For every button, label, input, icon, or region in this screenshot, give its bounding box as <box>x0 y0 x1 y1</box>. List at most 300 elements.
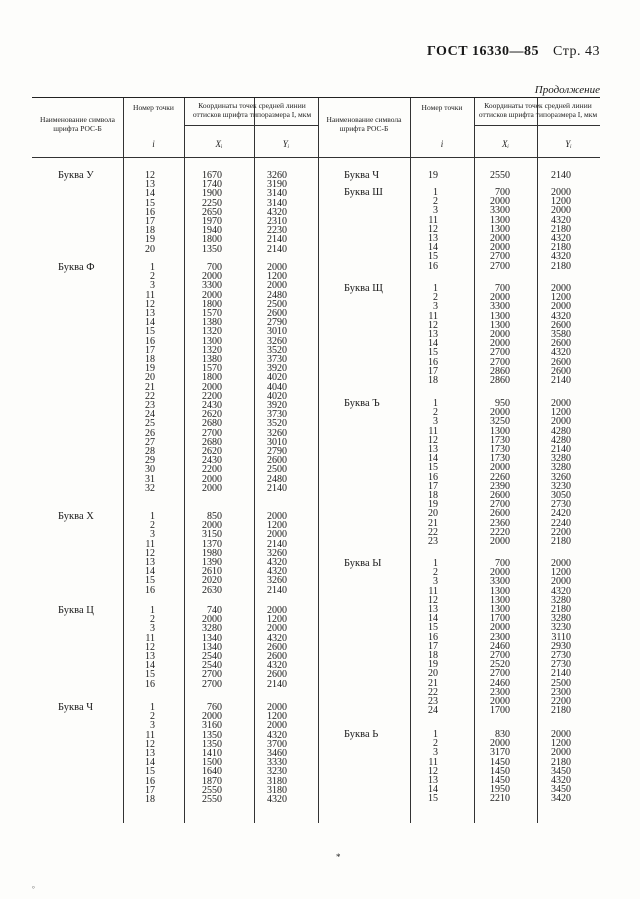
y-coordinate: 2000 <box>267 605 287 616</box>
y-coordinate: 2000 <box>551 729 571 740</box>
point-number: 11 <box>145 289 155 301</box>
point-number: 13 <box>428 233 438 244</box>
point-number: 3 <box>433 416 438 428</box>
point-number: 16 <box>145 335 155 347</box>
x-coordinate: 1300 <box>490 214 510 226</box>
y-coordinate: 1200 <box>551 407 571 419</box>
x-coordinate: 3300 <box>490 205 510 217</box>
header-x: Xᵢ <box>215 139 223 149</box>
point-number: 18 <box>428 650 438 661</box>
header-i: i <box>152 139 155 149</box>
point-number: 13 <box>428 444 438 455</box>
y-coordinate: 2240 <box>551 517 571 529</box>
y-coordinate: 2420 <box>551 508 571 520</box>
x-coordinate: 700 <box>495 558 510 569</box>
y-coordinate: 3260 <box>267 427 287 439</box>
point-number: 2 <box>150 614 155 626</box>
point-number: 14 <box>428 613 438 625</box>
point-number: 19 <box>145 234 155 246</box>
y-coordinate: 2140 <box>267 584 287 596</box>
y-coordinate: 3450 <box>551 765 571 777</box>
x-coordinate: 1700 <box>490 705 510 717</box>
x-coordinate: 2000 <box>202 381 222 393</box>
y-coordinate: 3920 <box>267 400 287 411</box>
point-number: 16 <box>428 260 438 272</box>
x-coordinate: 1700 <box>490 613 510 625</box>
x-coordinate: 2200 <box>202 390 222 402</box>
point-number: 3 <box>433 301 438 313</box>
x-coordinate: 2700 <box>490 650 510 661</box>
letter-name: Буква Ь <box>344 729 379 740</box>
y-coordinate: 2730 <box>551 650 571 661</box>
point-number: 15 <box>145 326 155 338</box>
x-coordinate: 1570 <box>202 308 222 319</box>
x-coordinate: 2000 <box>490 233 510 244</box>
point-number: 25 <box>145 418 155 430</box>
point-number: 12 <box>145 641 155 653</box>
x-coordinate: 2390 <box>490 480 510 492</box>
y-coordinate: 2140 <box>267 243 287 255</box>
x-coordinate: 2700 <box>490 251 510 263</box>
point-number: 23 <box>145 400 155 411</box>
point-number: 15 <box>428 347 438 359</box>
point-number: 15 <box>428 251 438 263</box>
point-number: 24 <box>145 409 155 421</box>
x-coordinate: 1730 <box>490 434 510 446</box>
y-coordinate: 3260 <box>551 471 571 483</box>
x-coordinate: 2700 <box>490 356 510 368</box>
point-number: 15 <box>428 462 438 474</box>
x-coordinate: 1300 <box>490 594 510 606</box>
y-coordinate: 3730 <box>267 354 287 365</box>
point-number: 3 <box>150 720 155 732</box>
x-coordinate: 2300 <box>490 686 510 698</box>
x-coordinate: 2000 <box>202 520 222 532</box>
x-coordinate: 2700 <box>490 499 510 511</box>
x-coordinate: 850 <box>207 511 222 522</box>
x-coordinate: 1300 <box>490 425 510 437</box>
y-coordinate: 3520 <box>267 418 287 430</box>
y-coordinate: 2790 <box>267 446 287 457</box>
letter-name: Буква Ч <box>344 170 380 181</box>
y-coordinate: 2180 <box>551 756 571 768</box>
x-coordinate: 1350 <box>202 738 222 750</box>
x-coordinate: 700 <box>495 187 510 198</box>
x-coordinate: 2020 <box>202 575 222 587</box>
y-coordinate: 3260 <box>267 335 287 347</box>
y-coordinate: 2000 <box>267 262 287 273</box>
x-coordinate: 2000 <box>202 473 222 485</box>
point-number: 14 <box>145 660 155 672</box>
point-number: 2 <box>433 567 438 579</box>
point-number: 18 <box>428 375 438 386</box>
header-y: Yᵢ <box>565 139 572 149</box>
header-coords: Координаты точек средней линии оттисков шрифта типоразмера I, мкм <box>192 101 312 119</box>
point-number: 3 <box>150 623 155 635</box>
y-coordinate: 1200 <box>551 738 571 750</box>
point-number: 1 <box>433 398 438 409</box>
x-coordinate: 2540 <box>202 651 222 662</box>
y-coordinate: 2500 <box>267 464 287 476</box>
y-coordinate: 3450 <box>551 784 571 796</box>
x-coordinate: 2220 <box>490 526 510 538</box>
x-coordinate: 700 <box>207 262 222 273</box>
x-coordinate: 2000 <box>490 196 510 208</box>
point-number: 2 <box>433 196 438 208</box>
point-number: 16 <box>145 678 155 690</box>
x-coordinate: 2430 <box>202 455 222 467</box>
point-number: 12 <box>428 594 438 606</box>
x-coordinate: 2300 <box>490 631 510 643</box>
y-coordinate: 2730 <box>551 659 571 671</box>
y-coordinate: 3140 <box>267 197 287 209</box>
point-number: 12 <box>145 298 155 310</box>
header-point: Номер точки <box>133 103 174 112</box>
x-coordinate: 1800 <box>202 298 222 310</box>
point-number: 3 <box>433 205 438 217</box>
x-coordinate: 1450 <box>490 756 510 768</box>
x-coordinate: 1320 <box>202 326 222 338</box>
letter-name: Буква Ч <box>58 702 94 713</box>
point-number: 14 <box>428 453 438 465</box>
y-coordinate: 3140 <box>267 188 287 200</box>
y-coordinate: 4280 <box>551 425 571 437</box>
point-number: 13 <box>428 775 438 786</box>
x-coordinate: 1900 <box>202 188 222 200</box>
point-number: 11 <box>428 214 438 226</box>
y-coordinate: 3010 <box>267 436 287 448</box>
x-coordinate: 3250 <box>490 416 510 428</box>
subheader-rule <box>184 125 318 126</box>
x-coordinate: 3150 <box>202 529 222 541</box>
y-coordinate: 2600 <box>267 308 287 319</box>
y-coordinate: 2500 <box>551 677 571 689</box>
y-coordinate: 2180 <box>551 223 571 235</box>
x-coordinate: 1570 <box>202 363 222 375</box>
point-number: 28 <box>145 446 155 457</box>
x-coordinate: 2700 <box>202 678 222 690</box>
header-y: Yᵢ <box>282 139 290 149</box>
point-number: 3 <box>150 280 155 292</box>
point-number: 20 <box>145 372 155 384</box>
x-coordinate: 2000 <box>202 271 222 283</box>
x-coordinate: 2700 <box>490 668 510 680</box>
y-coordinate: 4320 <box>551 775 571 786</box>
point-number: 16 <box>428 631 438 643</box>
point-number: 17 <box>145 216 155 227</box>
x-coordinate: 1670 <box>202 170 222 181</box>
y-coordinate: 2730 <box>551 499 571 511</box>
point-number: 16 <box>145 775 155 787</box>
point-number: 11 <box>428 310 438 322</box>
x-coordinate: 1350 <box>202 729 222 741</box>
y-coordinate: 2500 <box>267 298 287 310</box>
point-number: 15 <box>428 793 438 805</box>
x-coordinate: 2550 <box>490 170 510 181</box>
x-coordinate: 1350 <box>202 243 222 255</box>
y-coordinate: 2000 <box>267 702 287 713</box>
y-coordinate: 4020 <box>267 390 287 402</box>
x-coordinate: 3300 <box>490 301 510 313</box>
y-coordinate: 3920 <box>267 363 287 375</box>
x-coordinate: 2000 <box>202 614 222 626</box>
y-coordinate: 4320 <box>551 251 571 263</box>
y-coordinate: 2140 <box>267 482 287 494</box>
x-coordinate: 3280 <box>202 623 222 635</box>
point-number: 21 <box>428 517 438 529</box>
x-coordinate: 2360 <box>490 517 510 529</box>
y-coordinate: 2000 <box>551 187 571 198</box>
y-coordinate: 3460 <box>267 748 287 759</box>
x-coordinate: 830 <box>495 729 510 740</box>
y-coordinate: 2000 <box>267 720 287 732</box>
point-number: 17 <box>428 480 438 492</box>
point-number: 15 <box>145 197 155 209</box>
point-number: 13 <box>145 557 155 568</box>
y-coordinate: 3700 <box>267 738 287 750</box>
y-coordinate: 3280 <box>551 453 571 465</box>
point-number: 15 <box>145 766 155 778</box>
y-coordinate: 2140 <box>267 234 287 246</box>
x-coordinate: 2000 <box>202 289 222 301</box>
point-number: 13 <box>145 748 155 759</box>
x-coordinate: 700 <box>495 283 510 294</box>
point-number: 1 <box>150 511 155 522</box>
point-number: 14 <box>145 757 155 769</box>
y-coordinate: 2600 <box>267 455 287 467</box>
x-coordinate: 950 <box>495 398 510 409</box>
y-coordinate: 2600 <box>551 319 571 331</box>
point-number: 15 <box>145 575 155 587</box>
header-i: i <box>440 139 444 149</box>
point-number: 12 <box>428 223 438 235</box>
y-coordinate: 2000 <box>551 558 571 569</box>
y-coordinate: 4320 <box>551 233 571 244</box>
point-number: 21 <box>145 381 155 393</box>
y-coordinate: 3520 <box>267 344 287 356</box>
point-number: 19 <box>428 170 438 181</box>
y-coordinate: 2000 <box>551 416 571 428</box>
y-coordinate: 2140 <box>267 538 287 550</box>
y-coordinate: 3180 <box>267 775 287 787</box>
x-coordinate: 1740 <box>202 179 222 191</box>
x-coordinate: 1950 <box>490 784 510 796</box>
x-coordinate: 1980 <box>202 547 222 559</box>
x-coordinate: 2550 <box>202 784 222 796</box>
y-coordinate: 2000 <box>551 283 571 294</box>
point-number: 1 <box>150 262 155 273</box>
y-coordinate: 4040 <box>267 381 287 393</box>
point-number: 23 <box>428 536 438 547</box>
point-number: 19 <box>145 363 155 375</box>
x-coordinate: 1300 <box>202 335 222 347</box>
letter-name: Буква Х <box>58 511 94 522</box>
point-number: 1 <box>433 283 438 294</box>
point-number: 17 <box>145 344 155 356</box>
y-coordinate: 4320 <box>267 566 287 578</box>
x-coordinate: 1940 <box>202 225 222 237</box>
point-number: 1 <box>150 702 155 713</box>
point-number: 12 <box>428 434 438 446</box>
x-coordinate: 2000 <box>490 462 510 474</box>
y-coordinate: 4320 <box>551 310 571 322</box>
x-coordinate: 2860 <box>490 375 510 386</box>
point-number: 13 <box>145 308 155 319</box>
x-coordinate: 1300 <box>490 310 510 322</box>
x-coordinate: 1380 <box>202 354 222 365</box>
y-coordinate: 1200 <box>267 520 287 532</box>
corner-mark: ° <box>32 885 35 893</box>
point-number: 2 <box>433 738 438 750</box>
x-coordinate: 3170 <box>490 747 510 759</box>
point-number: 31 <box>145 473 155 485</box>
point-number: 13 <box>428 604 438 615</box>
y-coordinate: 3580 <box>551 329 571 340</box>
x-coordinate: 1500 <box>202 757 222 769</box>
x-coordinate: 1410 <box>202 748 222 759</box>
y-coordinate: 3260 <box>267 547 287 559</box>
y-coordinate: 3110 <box>551 631 571 643</box>
point-number: 16 <box>145 584 155 596</box>
y-coordinate: 4320 <box>267 632 287 644</box>
y-coordinate: 3280 <box>551 594 571 606</box>
y-coordinate: 3180 <box>267 784 287 796</box>
x-coordinate: 1870 <box>202 775 222 787</box>
y-coordinate: 1200 <box>551 567 571 579</box>
x-coordinate: 2700 <box>490 347 510 359</box>
x-coordinate: 2000 <box>490 696 510 707</box>
point-number: 32 <box>145 482 155 494</box>
x-coordinate: 2000 <box>490 242 510 254</box>
letter-name: Буква Щ <box>344 283 383 294</box>
point-number: 2 <box>433 292 438 304</box>
point-number: 19 <box>428 499 438 511</box>
x-coordinate: 2210 <box>490 793 510 805</box>
x-coordinate: 2610 <box>202 566 222 578</box>
point-number: 12 <box>145 170 155 181</box>
y-coordinate: 4320 <box>551 347 571 359</box>
y-coordinate: 2140 <box>267 678 287 690</box>
header-x: Xᵢ <box>502 139 509 149</box>
point-number: 29 <box>145 455 155 467</box>
y-coordinate: 3260 <box>267 170 287 181</box>
point-number: 14 <box>145 188 155 200</box>
letter-name: Буква Ш <box>344 187 383 198</box>
x-coordinate: 740 <box>207 605 222 616</box>
point-number: 22 <box>145 390 155 402</box>
point-number: 16 <box>428 356 438 368</box>
point-number: 12 <box>145 547 155 559</box>
x-coordinate: 2000 <box>490 329 510 340</box>
point-number: 12 <box>428 319 438 331</box>
y-coordinate: 3230 <box>267 766 287 778</box>
point-number: 3 <box>433 576 438 588</box>
point-number: 16 <box>145 206 155 218</box>
x-coordinate: 1300 <box>490 223 510 235</box>
point-number: 2 <box>150 711 155 723</box>
x-coordinate: 2000 <box>490 407 510 419</box>
x-coordinate: 1370 <box>202 538 222 550</box>
y-coordinate: 3190 <box>267 179 287 191</box>
y-coordinate: 2180 <box>551 604 571 615</box>
y-coordinate: 2600 <box>551 365 571 377</box>
point-number: 20 <box>145 243 155 255</box>
y-coordinate: 2230 <box>267 225 287 237</box>
page-header <box>427 44 600 60</box>
y-coordinate: 2000 <box>551 205 571 217</box>
y-coordinate: 3260 <box>267 575 287 587</box>
x-coordinate: 1300 <box>490 585 510 597</box>
y-coordinate: 1200 <box>267 614 287 626</box>
y-coordinate: 4280 <box>551 434 571 446</box>
x-coordinate: 2700 <box>202 669 222 681</box>
x-coordinate: 2000 <box>490 622 510 634</box>
y-coordinate: 2310 <box>267 216 287 227</box>
y-coordinate: 2000 <box>551 576 571 588</box>
continued-label: Продолжение <box>534 84 600 96</box>
y-coordinate: 2000 <box>267 511 287 522</box>
x-coordinate: 2520 <box>490 659 510 671</box>
point-number: 2 <box>433 407 438 419</box>
x-coordinate: 1300 <box>490 319 510 331</box>
y-coordinate: 2180 <box>551 705 571 717</box>
y-coordinate: 4020 <box>267 372 287 384</box>
y-coordinate: 3230 <box>551 622 571 634</box>
y-coordinate: 2000 <box>267 623 287 635</box>
y-coordinate: 2180 <box>551 242 571 254</box>
y-coordinate: 2600 <box>551 338 571 350</box>
y-coordinate: 2600 <box>267 651 287 662</box>
y-coordinate: 3330 <box>267 757 287 769</box>
point-number: 18 <box>145 354 155 365</box>
y-coordinate: 1200 <box>267 271 287 283</box>
x-coordinate: 1340 <box>202 641 222 653</box>
y-coordinate: 2930 <box>551 640 571 652</box>
point-number: 27 <box>145 436 155 448</box>
point-number: 17 <box>145 784 155 796</box>
x-coordinate: 3160 <box>202 720 222 732</box>
point-number: 13 <box>428 329 438 340</box>
point-number: 14 <box>145 566 155 578</box>
x-coordinate: 2000 <box>490 292 510 304</box>
x-coordinate: 2460 <box>490 677 510 689</box>
x-coordinate: 3300 <box>202 280 222 292</box>
x-coordinate: 2620 <box>202 446 222 457</box>
y-coordinate: 2000 <box>267 280 287 292</box>
x-coordinate: 3300 <box>490 576 510 588</box>
x-coordinate: 760 <box>207 702 222 713</box>
point-number: 18 <box>428 490 438 501</box>
point-number: 17 <box>428 640 438 652</box>
y-coordinate: 2140 <box>551 444 571 455</box>
point-number: 14 <box>428 242 438 254</box>
letter-name: Буква Ц <box>58 605 94 616</box>
y-coordinate: 2600 <box>267 641 287 653</box>
x-coordinate: 1320 <box>202 344 222 356</box>
x-coordinate: 1800 <box>202 372 222 384</box>
point-number: 14 <box>428 338 438 350</box>
y-coordinate: 3050 <box>551 490 571 501</box>
y-coordinate: 3230 <box>551 480 571 492</box>
point-number: 30 <box>145 464 155 476</box>
point-number: 1 <box>433 558 438 569</box>
y-coordinate: 4320 <box>551 214 571 226</box>
point-number: 2 <box>150 271 155 283</box>
y-coordinate: 1200 <box>267 711 287 723</box>
point-number: 2 <box>150 520 155 532</box>
y-coordinate: 2000 <box>551 398 571 409</box>
point-number: 17 <box>428 365 438 377</box>
